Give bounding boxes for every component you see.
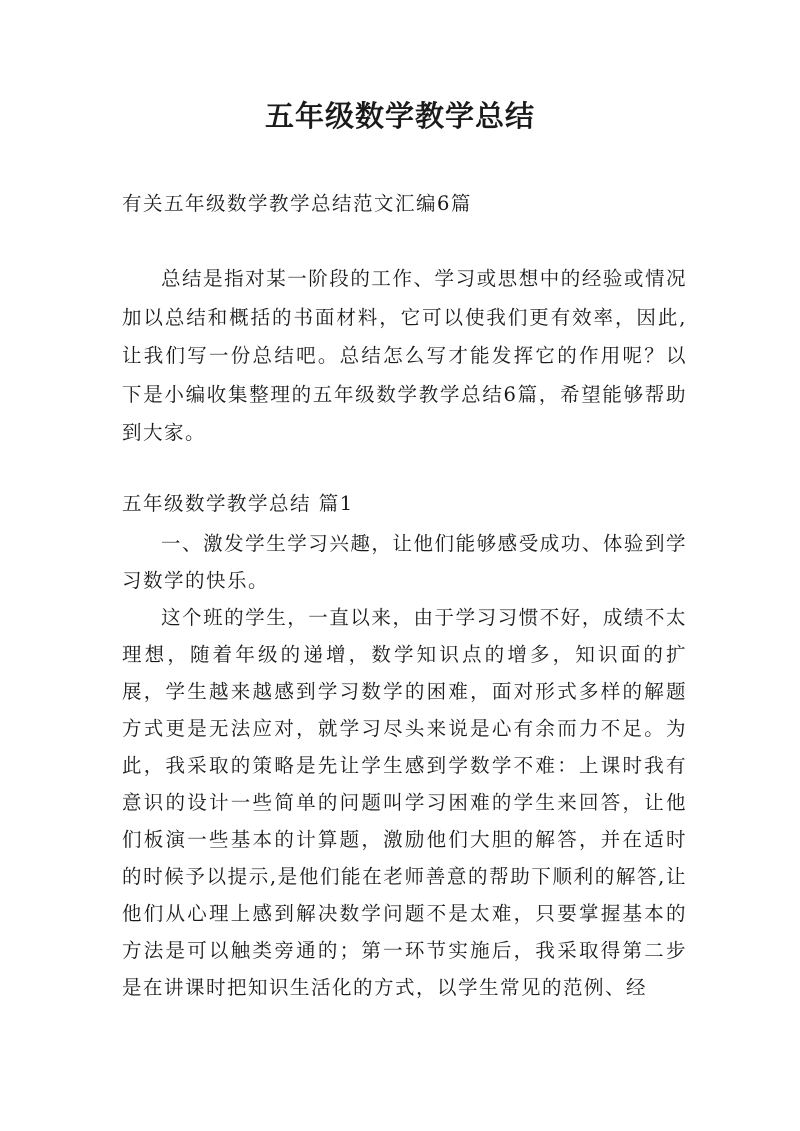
intro-paragraph: 总结是指对某一阶段的工作、学习或思想中的经验或情况加以总结和概括的书面材料，它可以使我们更有效率，因此,让我们写一份总结吧。总结怎么写才能发挥它的作用呢？以下是小编收集整理的五年级数学教学总结6篇，希望能够帮助到大家。 (122, 267, 687, 444)
document-subtitle: 有关五年级数学教学总结范文汇编6篇 (122, 192, 472, 215)
section-body (122, 525, 687, 1006)
document-title: 五年级数学教学总结 (264, 99, 535, 133)
body-paragraph: 这个班的学生，一直以来，由于学习习惯不好，成绩不太理想，随着年级的递增，数学知识点的增多，知识面的扩展，学生越来越感到学习数学的困难，面对形式多样的解题方式更是无法应对，就学习尽头来说是心有余而力不足。为此，我采取的策略是先让学生感到学数学不难：上课时我有意识的设计一些简单的问题叫学习困难的学生来回答，让他们板演一些基本的计算题，激励他们大胆的解答，并在适时的时候予以提示,是他们能在老师善意的帮助下顺利的解答,让他们从心理上感到解决数学问题不是太难，只要掌握基本的方法是可以触类旁通的；第一环节实施后，我采取得第二步是在讲课时把知识生活化的方式，以学生常见的范例、经 (122, 606, 687, 999)
section-heading: 五年级数学教学总结 篇1 (122, 492, 354, 515)
intro-paragraph-block (122, 260, 687, 453)
body-paragraph: 一、激发学生学习兴趣，让他们能够感受成功、体验到学习数学的快乐。 (122, 532, 687, 592)
